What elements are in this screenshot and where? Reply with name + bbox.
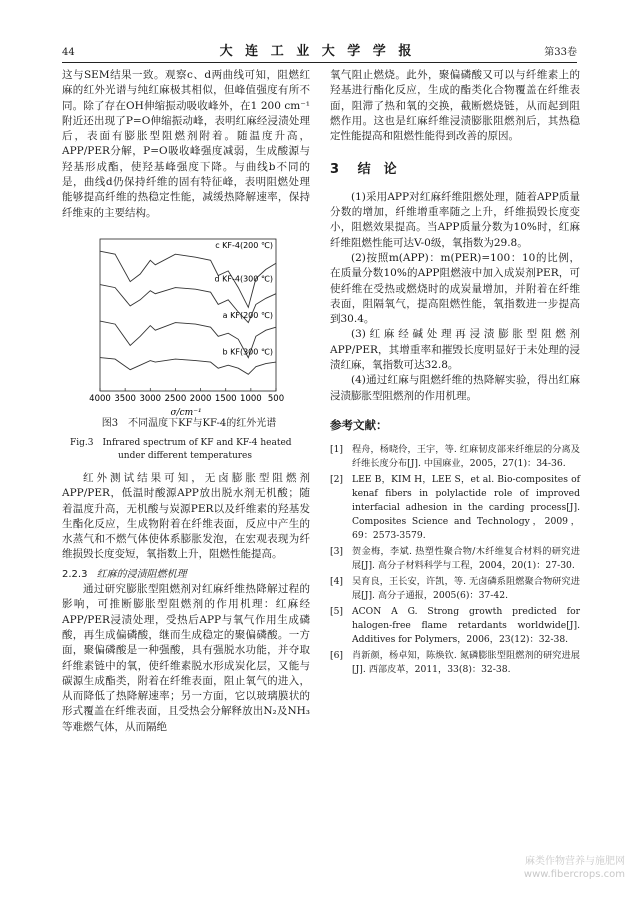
section-number: 3 — [330, 162, 340, 178]
reference-text: 吴育良，王长安，许凯，等. 无卤磷系阻燃聚合物研究进展[J]. 高分子通报，2005(6)：37-42. — [352, 576, 580, 602]
reference-item — [330, 649, 580, 677]
figure-caption-en-line1: Fig.3 Infrared spectrum of KF and KF-4 heated — [70, 437, 292, 448]
body-paragraph: 这与SEM结果一致。观察c、d两曲线可知，阻燃红麻的红外光谱与纯红麻极其相似，但峰值强度有所不同。除了存在OH伸缩振动吸收峰外，在1 200 cm⁻¹附近还出现了P=O伸缩振动峰，表明红麻经浸渍处理后，表面有膨胀型阻燃剂附着。随温度升高，APP/PER分解，P=O吸收峰强度减弱，生成酸源与羟基形成酯，使羟基峰强度下降。与曲线b不同的是，曲线d仍保持纤维的固有特征峰，表明阻燃处理能够提高纤维的热稳定性能，减缓热降解速率，保持纤维束的主要结构。 — [62, 69, 310, 219]
series-label: a KF(200 ℃) — [222, 311, 273, 321]
figure-caption-zh: 图3 不同温度下KF与KF-4的红外光谱 — [101, 417, 277, 429]
page-number: 44 — [62, 47, 75, 58]
reference-item — [330, 575, 580, 603]
x-axis-label: σ/cm⁻¹ — [170, 407, 202, 417]
x-tick-label: 1500 — [214, 393, 237, 404]
reference-item — [330, 443, 580, 471]
spectrum-line-4 — [100, 358, 276, 375]
section-heading — [330, 162, 580, 177]
reference-list — [330, 443, 580, 677]
reference-item — [330, 605, 580, 647]
reference-index: [2] — [330, 474, 344, 486]
x-tick-label: 3500 — [114, 393, 136, 404]
conclusion-item: (4)通过红麻与阻燃纤维的热降解实验，得出红麻浸渍膨胀型阻燃剂的作用机理。 — [330, 374, 580, 402]
reference-item — [330, 545, 580, 573]
conclusion-item: (3)红麻经碱处理再浸渍膨胀型阻燃剂APP/PER，其增重率和摧毁长度明显好于未处理的浸渍红麻，氧指数可达32.8。 — [330, 328, 580, 372]
header-rule — [62, 62, 577, 63]
reference-index: [4] — [330, 576, 344, 588]
reference-text: LEE B，KIM H，LEE S，et al. Bio-composites of kenaf fibers in polylactide role of improved interfacial adhesion in the carding process[J]. Composites Science and Technology，2009，69：2573-3579. — [352, 474, 580, 542]
body-paragraph: 通过研究膨胀型阻燃剂对红麻纤维热降解过程的影响，可推断膨胀型阻燃剂的作用机理：红麻经APP/PER浸渍处理，受热后APP与氧气作用生成磷酸，再生成偏磷酸，继而生成稳定的聚偏磷酸。一方面，聚偏磷酸是一种强酸，具有强脱水功能，并夺取纤维素链中的氧，使纤维素脱水形成炭化层，又能与碳源生成酯类，附着在纤维表面，阻止氧气的进入，从而降低了热降解速率；另一方面，它以玻璃膜状的形式覆盖在纤维表面，且受热会分解释放出N₂及NH₃等难燃气体，从而隔绝 — [62, 583, 310, 733]
reference-text: ACON A G. Strong growth predicted for halogen-free flame retardants worldwide[J]. Additives for Polymers，2006，23(12)：32-38. — [352, 606, 580, 646]
x-tick-label: 500 — [267, 393, 285, 404]
series-label: b KF(300 ℃) — [222, 347, 273, 357]
x-tick-label: 3000 — [139, 393, 162, 404]
conclusion-item: (2)按照m(APP)：m(PER)=100：10的比例，在质量分数10%的APP阻燃液中加入成炭剂PER，可使纤维在受热或燃烧时的成炭量增加，并附着在纤维表面，阻隔氧气，提高阻燃性能，氧指数进一步提高到30.4。 — [330, 251, 580, 326]
reference-text: 肖新颜，杨卓知，陈焕钦. 氮磷膨胀型阻燃剂的研究进展[J]. 西部皮革，2011，33(8)：32-38. — [352, 650, 580, 676]
subsection-title: 红麻的浸渍阻燃机理 — [96, 568, 187, 580]
reference-index: [6] — [330, 650, 344, 662]
x-tick-label: 2500 — [164, 393, 187, 404]
series-label: d KF-4(300 ℃) — [214, 274, 273, 284]
subsection-heading — [62, 567, 310, 582]
reference-item — [330, 473, 580, 543]
reference-text: 贺金梅，李斌. 热塑性聚合物/木纤维复合材料的研究进展[J]. 高分子材料科学与工程，2004，20(1)：27-30. — [352, 546, 580, 572]
right-column — [330, 68, 580, 679]
watermark-line1: 麻类作物营养与施肥网 — [525, 856, 625, 867]
conclusion-item: (1)采用APP对红麻纤维阻燃处理，随着APP质量分数的增加，纤维增重率随之上升，纤维损毁长度变小，阻燃效果提高。当APP质量分数为10%时，红麻纤维阻燃性能可达V-0级，氧指数为29.8。 — [330, 190, 580, 249]
reference-index: [3] — [330, 546, 344, 558]
body-paragraph: 氧气阻止燃烧。此外，聚偏磷酸又可以与纤维素上的羟基进行酯化反应，生成的酯类化合物覆盖在纤维表面，阻滞了热和氧的交换，截断燃烧链，从而起到阻燃作用。这也是红麻纤维浸渍膨胀阻燃剂后，其热稳定性能提高和阻燃性能得到改善的原因。 — [330, 69, 580, 143]
watermark-line2: www.fibercrops.com — [523, 869, 625, 880]
section-title: 结 论 — [357, 162, 397, 178]
x-tick-label: 1000 — [240, 393, 262, 404]
reference-index: [5] — [330, 606, 344, 618]
references-title: 参考文献： — [330, 417, 388, 432]
figure-caption-en-line2: under different temperatures — [118, 450, 252, 461]
figure-3 — [62, 231, 310, 417]
subsection-number: 2.2.3 — [62, 568, 88, 580]
body-paragraph: 红外测试结果可知，无卤膨胀型阻燃剂APP/PER，低温时酸源APP放出脱水剂无机酸；随着温度升高，无机酸与炭源PER以及纤维素的羟基发生酯化反应，生成物附着在纤维表面，反应中产生的水蒸气和不燃气体使体系膨胀发泡，在宏观表现为纤维损毁长度变短，氧指数上升，阻燃性能提高。 — [62, 471, 310, 561]
left-column — [62, 68, 310, 735]
ir-spectrum-chart — [86, 231, 286, 417]
figure-caption-en — [62, 437, 310, 463]
series-label: c KF-4(200 ℃) — [215, 241, 273, 251]
reference-index: [1] — [330, 444, 344, 456]
watermark — [524, 855, 625, 881]
reference-text: 程舟，杨晓伶，王宇，等. 红麻韧皮部来纤维层的分离及纤维长度分布[J]. 中国麻业，2005，27(1)：34-36. — [352, 444, 580, 470]
journal-title: 大 连 工 业 大 学 学 报 — [219, 44, 416, 59]
x-tick-label: 2000 — [189, 393, 212, 404]
volume-label: 第33卷 — [544, 47, 577, 58]
x-tick-label: 4000 — [89, 393, 111, 404]
